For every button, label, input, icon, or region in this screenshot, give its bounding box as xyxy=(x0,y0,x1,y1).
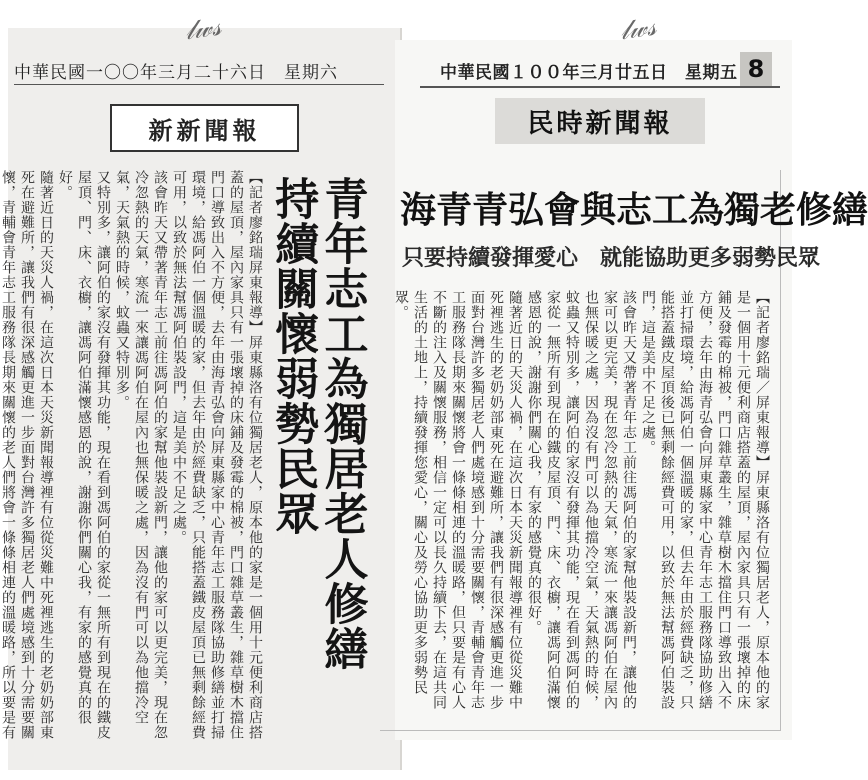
left-masthead xyxy=(110,104,299,152)
left-headline: 青年志工為獨居老人修繕 持續關懷弱勢民眾 xyxy=(267,176,368,716)
left-article-body: 【記者廖銘瑞屏東報導】屏東縣洛有位獨居老人，原本他的家是一個用十元便利商店搭蓋的屋頂，屋內家具只有一張壞掉的床鋪及發霉的棉被，門口雜草叢生，雜草樹木擋住門口導致出入不方便，去年由海青弘會向屏東縣家中心青年志工服務隊協助修繕並打掃環境，給馮阿伯一個溫暖的家，但去年由於經費缺乏，只能搭蓋鐵皮屋頂已無剩餘經費可用，以致於無法幫馮阿伯裝設門，這是美中不足之處。 該會昨天又帶著青年志工前往馮阿伯的家幫他裝設新門，讓他的家可以更完美，現在忽冷忽熱的天氣，寒流一來讓馮阿伯在屋內也無保暖之處，因為沒有門可以為他擋冷空氣，天氣熱的時候，蚊蟲又特別多。 又特別多，讓阿伯的家沒有發揮其功能，現在看到馮阿伯的家從一無所有到現在的鐵皮屋頂、門、床、衣櫥，讓馮阿伯滿懷感恩的說，謝謝你們關心我，有家的感覺真的很好。 隨著近日的天災人禍，在這次日本天災新聞報導裡有位從災難中死裡逃生的老奶奶部東死在避難所，讓我們有很深感觸更進一步面對台灣許多獨居老人們處境感到十分需要關懷，青輔會青年志工服務隊長期來關懷的老人們將會一條條相連的溫暖路，所以要是有 xyxy=(0,170,263,740)
right-masthead-title: 民時新聞報 xyxy=(527,108,673,139)
right-article-body: 【記者廖銘瑞／屏東報導】屏東縣洛有位獨居老人，原本他的家是一個用十元便利商店搭蓋的屋頂，屋內家具只有一張壞掉的床鋪及發霉的棉被，門口雜草叢生，雜草樹木擋住門口導致出入不方便，去年由海青弘會向屏東縣家中心青年志工服務隊協助修繕並打掃環境，給馮阿伯一個溫暖的家，但去年由於經費缺乏，只能搭蓋鐵皮屋頂後已無剩餘經費可用，以致於無法幫馮阿伯裝設門，這是美中不足之處。 該會昨天又帶著青年志工前往馮阿伯的家幫他裝設新門，讓他的家可以更完美，現在忽冷忽熱的天氣，寒流一來讓馮阿伯在屋內也無保暖之處，因為沒有門可以為他擋冷空氣，天氣熱的時候，蚊蟲又特別多，讓阿伯的家沒有發揮其功能，現在看到馮阿伯的家從一無所有到現在的鐵皮屋頂、門、床、衣櫥，讓馮阿伯滿懷感恩的說，謝謝你們關心我，有家的感覺真的很好。 隨著近日的天災人禍，在這次日本天災新聞報導裡有位從災難中死裡逃生的老奶奶部東死在避難所，讓我們有很深感觸更進一步面對台灣許多獨居老人們處境感到十分需要關懷，青輔會青年志工服務隊長期來關懷將會一條條相連的溫暖路，但只要是有心人不斷的注入及關懷服務，相信一定可以長久持續下去，在這共同生活的土地上，持續發揮您愛心，關心及勞心協助更多弱勢民眾。 xyxy=(393,290,770,710)
right-dateline-rule xyxy=(420,86,780,88)
left-dateline: 中華民國一〇〇年三月二十六日 星期六 xyxy=(14,63,338,83)
right-masthead xyxy=(495,98,705,144)
right-dateline: 中華民國１００年三月廿五日 星期五 xyxy=(440,63,738,83)
handwritten-signature-right: 𝓁𝓌𝓈 xyxy=(618,11,659,47)
handwritten-signature-left: 𝓁𝓌𝓈 xyxy=(183,11,224,47)
page-number: 8 xyxy=(740,52,772,86)
right-headline: 海青青弘會與志工為獨老修繕 xyxy=(400,189,868,231)
right-subheadline: 只要持續發揮愛心 就能協助更多弱勢民眾 xyxy=(402,245,821,271)
left-dateline-rule xyxy=(14,84,384,85)
left-masthead-title: 新新聞報 xyxy=(148,115,261,145)
